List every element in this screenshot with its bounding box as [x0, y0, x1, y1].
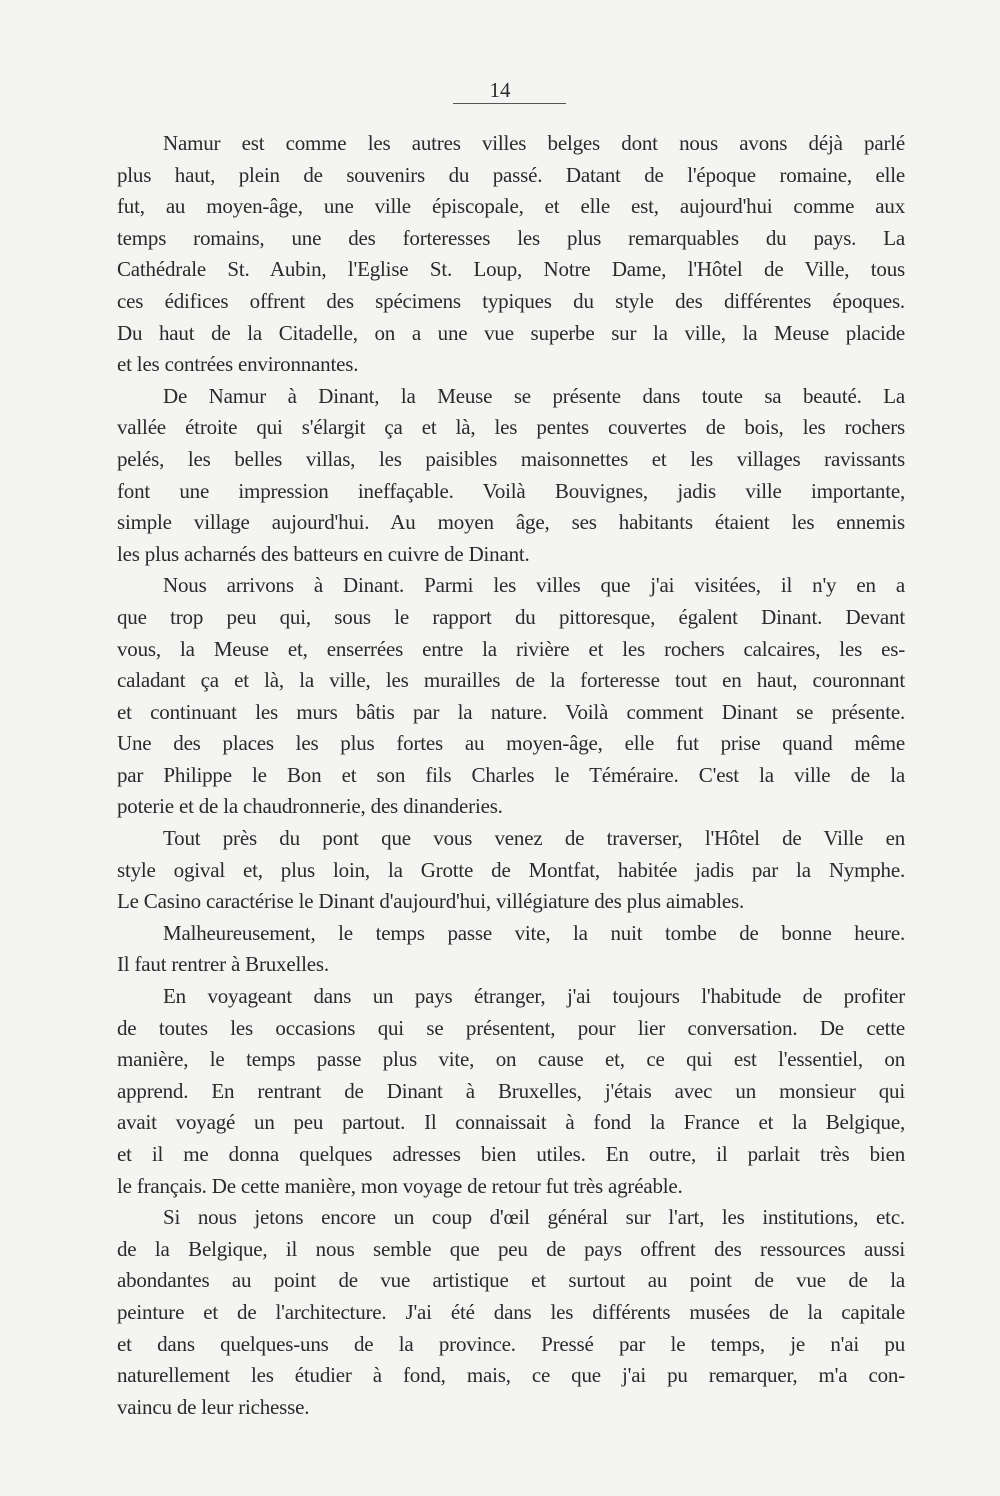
text-line: de toutes les occasions qui se présentent, pour lier conversation. De cette [117, 1015, 905, 1040]
text-line: pelés, les belles villas, les paisibles maisonnettes et les villages ravissants [117, 446, 905, 471]
text-line: que trop peu qui, sous le rapport du pittoresque, égalent Dinant. Devant [117, 604, 905, 629]
text-line: abondantes au point de vue artistique et surtout au point de vue de la [117, 1268, 905, 1293]
text-line: le français. De cette manière, mon voyage de retour fut très agréable. [117, 1173, 683, 1198]
text-line: et dans quelques-uns de la province. Pressé par le temps, je n'ai pu [117, 1331, 905, 1356]
text-line: font une impression ineffaçable. Voilà Bouvignes, jadis ville importante, [117, 478, 905, 503]
page-number: 14 [489, 78, 511, 102]
text-line: Namur est comme les autres villes belges dont nous avons déjà parlé [163, 131, 905, 155]
paragraph [117, 918, 905, 981]
text-line: peinture et de l'architecture. J'ai été dans les différents musées de la capitale [117, 1299, 905, 1324]
text-line: et il me donna quelques adresses bien utiles. En outre, il parlait très bien [117, 1142, 905, 1166]
text-line: Si nous jetons encore un coup d'œil général sur l'art, les institutions, etc. [163, 1205, 905, 1230]
text-line: plus haut, plein de souvenirs du passé. Datant de l'époque romaine, elle [117, 162, 905, 187]
text-line: et les contrées environnantes. [117, 352, 359, 377]
text-line: vallée étroite qui s'élargit ça et là, les pentes couvertes de bois, les rochers [117, 415, 905, 440]
text-line: simple village aujourd'hui. Au moyen âge, ses habitants étaient les ennemis [117, 510, 905, 535]
text-line: les plus acharnés des batteurs en cuivre de Dinant. [117, 541, 530, 566]
text-line: Il faut rentrer à Bruxelles. [117, 952, 329, 977]
text-line: ces édifices offrent des spécimens typiques du style des différentes époques. [117, 288, 905, 313]
text-line: Du haut de la Citadelle, on a une vue superbe sur la ville, la Meuse placide [117, 320, 905, 345]
text-line: apprend. En rentrant de Dinant à Bruxelles, j'étais avec un monsieur qui [117, 1078, 905, 1103]
text-line: caladant ça et là, la ville, les murailles de la forteresse tout en haut, couronnant [117, 668, 905, 693]
text-line: Nous arrivons à Dinant. Parmi les villes que j'ai visitées, il n'y en a [163, 573, 905, 598]
paragraph [117, 570, 905, 823]
text-line: et continuant les murs bâtis par la nature. Voilà comment Dinant se présente. [117, 699, 905, 724]
text-line: temps romains, une des forteresses les plus remarquables du pays. La [117, 225, 905, 250]
text-line: par Philippe le Bon et son fils Charles le Téméraire. C'est la ville de la [117, 762, 905, 787]
paragraph [117, 128, 905, 381]
text-line: En voyageant dans un pays étranger, j'ai toujours l'habitude de profiter [163, 984, 905, 1009]
header-rule [453, 103, 566, 104]
text-line: De Namur à Dinant, la Meuse se présente dans toute sa beauté. La [163, 383, 905, 408]
body-text [117, 128, 905, 1423]
text-line: naturellement les étudier à fond, mais, ce que j'ai pu remarquer, m'a con- [117, 1363, 905, 1388]
text-line: Malheureusement, le temps passe vite, la nuit tombe de bonne heure. [163, 920, 905, 945]
text-line: style ogival et, plus loin, la Grotte de Montfat, habitée jadis par la Nymphe. [117, 857, 905, 882]
text-line: de la Belgique, il nous semble que peu de pays offrent des ressources aussi [117, 1236, 905, 1261]
text-line: Tout près du pont que vous venez de traverser, l'Hôtel de Ville en [163, 826, 905, 851]
paragraph [117, 981, 905, 1202]
text-line: poterie et de la chaudronnerie, des dinanderies. [117, 794, 503, 819]
text-line: fut, au moyen-âge, une ville épiscopale, et elle est, aujourd'hui comme aux [117, 194, 905, 219]
text-line: vous, la Meuse et, enserrées entre la rivière et les rochers calcaires, les es- [117, 636, 905, 661]
paragraph [117, 1202, 905, 1423]
text-line: vaincu de leur richesse. [117, 1394, 310, 1419]
text-line: manière, le temps passe plus vite, on cause et, ce qui est l'essentiel, on [117, 1047, 905, 1072]
text-line: Le Casino caractérise le Dinant d'aujourd'hui, villégiature des plus aimables. [117, 889, 745, 914]
paragraph [117, 823, 905, 918]
text-line: Une des places les plus fortes au moyen-âge, elle fut prise quand même [117, 731, 905, 756]
text-line: avait voyagé un peu partout. Il connaissait à fond la France et la Belgique, [117, 1110, 905, 1135]
paragraph [117, 381, 905, 571]
text-line: Cathédrale St. Aubin, l'Eglise St. Loup, Notre Dame, l'Hôtel de Ville, tous [117, 257, 905, 282]
